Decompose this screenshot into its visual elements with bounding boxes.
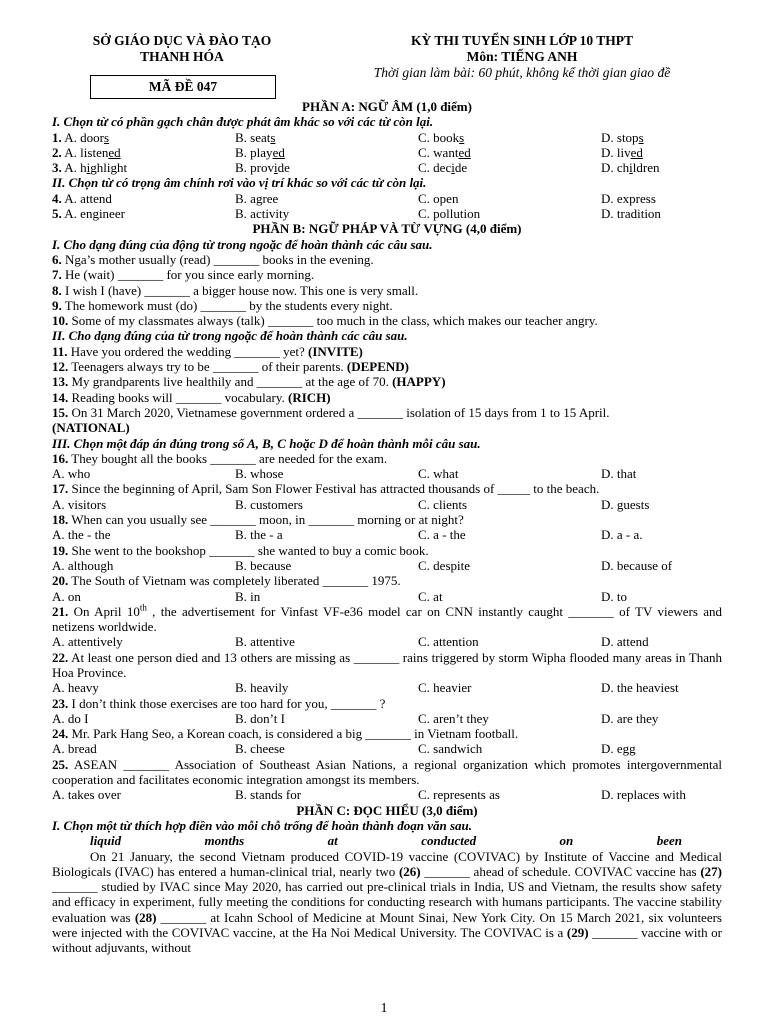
- page-number: 1: [380, 1001, 388, 1016]
- part-c-title: PHẦN C: ĐỌC HIỂU (3,0 điểm): [296, 802, 478, 818]
- question-7: 7. He (wait) _______ for you since early morning.: [52, 267, 315, 283]
- word-bank-item: months: [204, 833, 245, 849]
- question-20: 20. The South of Vietnam was completely liberated _______ 1975.: [52, 573, 401, 589]
- question-21: 21. On April 10th , the advertisement for Vinfast VF-e36 model car on CNN instantly caught _______ of TV viewers and netizens worldwide.: [52, 602, 722, 635]
- question-18: 18. When can you usually see _______ moon, in _______ morning or at night?: [52, 512, 464, 528]
- exam-time: Thời gian làm bài: 60 phút, không kể thời gian giao đề: [373, 65, 671, 80]
- question-4: 4. A. attend B. agree C. open D. express: [52, 190, 656, 206]
- question-19: 19. She went to the bookshop _______ she wanted to buy a comic book.: [52, 542, 429, 558]
- question-16-options: A. who B. whose C. what D. that: [52, 466, 637, 482]
- reading-passage: On 21 January, the second Vietnam produced COVID-19 vaccine (COVIVAC) by Institute of Vaccine and Medical Biologicals (IVAC) has entered a human-clinical trial, nearly two (26) _______ ahead of schedule. COVIVAC vaccine has (27) _______ studied by IVAC since May 2020, has carried out pre-clinical trials in India, US and Vietnam, the results show safety and efficacy in experiment, fully meeting the conditions for conducting research with humans participants. The vaccine stability evaluation was (28) _______ at Icahn School of Medicine at Mount Sinai, New York City. On 15 March 2021, six volunteers were injected with the COVIVAC vaccine, at the Ha Noi Medical University. The COVIVAC is a (29) _______ vaccine with or without adjuvants, without: [52, 848, 723, 956]
- question-20-options: A. on B. in C. at D. to: [52, 588, 627, 604]
- question-14: 14. Reading books will _______ vocabulary. (RICH): [52, 389, 331, 405]
- word-bank-item: at: [327, 833, 338, 849]
- exam-subject: Môn: TIẾNG ANH: [466, 49, 578, 64]
- part-a-instruction-2: II. Chọn từ có trọng âm chính rơi vào vị trí khác so với các từ còn lại.: [52, 175, 427, 191]
- word-bank-item: conducted: [421, 833, 477, 849]
- question-23: 23. I don’t think those exercises are too hard for you, _______ ?: [52, 695, 386, 711]
- part-c-instruction-1: I. Chọn một từ thích hợp điền vào mỗi chỗ trống để hoàn thành đoạn văn sau.: [52, 817, 473, 833]
- question-3: 3. A. highlight B. provide C. decide D. children: [52, 160, 660, 176]
- word-bank-item: been: [656, 833, 682, 849]
- question-13: 13. My grandparents live healthily and _______ at the age of 70. (HAPPY): [52, 374, 446, 390]
- question-23-options: A. do I B. don’t I C. aren’t they D. are they: [52, 710, 659, 726]
- exam-header: [52, 33, 722, 99]
- part-a-instruction-1: I. Chọn từ có phần gạch chân được phát âm khác so với các từ còn lại.: [52, 114, 434, 130]
- question-8: 8. I wish I (have) _______ a bigger house now. This one is very small.: [52, 282, 419, 298]
- question-12: 12. Teenagers always try to be _______ of their parents. (DEPEND): [52, 359, 409, 375]
- question-16: 16. They bought all the books _______ are needed for the exam.: [52, 450, 388, 466]
- part-b-instruction-1: I. Cho dạng đúng của động từ trong ngoặc để hoàn thành các câu sau.: [52, 236, 433, 252]
- exam-title: KỲ THI TUYỂN SINH LỚP 10 THPT: [410, 33, 634, 48]
- question-6: 6. Nga’s mother usually (read) _______ books in the evening.: [52, 251, 374, 267]
- part-a-title: PHẦN A: NGỮ ÂM (1,0 điểm): [302, 99, 472, 114]
- department-line-2: THANH HÓA: [140, 49, 224, 64]
- department-block: [52, 33, 312, 65]
- question-25: 25. ASEAN _______ Association of Southeast Asian Nations, a regional organization which promotes intergovernmental cooperation and facilitates economic integration amongst its members.: [52, 756, 722, 788]
- word-bank-item: liquid: [90, 833, 122, 849]
- part-b-instruction-2: II. Cho dạng đúng của từ trong ngoặc để hoàn thành các câu sau.: [52, 328, 408, 344]
- part-b-instruction-3: III. Chọn một đáp án đúng trong số A, B, C hoặc D để hoàn thành mỗi câu sau.: [52, 435, 481, 451]
- department-line-1: SỞ GIÁO DỤC VÀ ĐÀO TẠO: [92, 33, 272, 48]
- question-15: 15. On 31 March 2020, Vietnamese government ordered a _______ isolation of 15 days from 1 to 15 April. (NATIONAL): [52, 404, 610, 436]
- question-24-options: A. bread B. cheese C. sandwich D. egg: [52, 741, 636, 757]
- question-22-options: A. heavy B. heavily C. heavier D. the heaviest: [52, 680, 679, 696]
- exam-title-block: [322, 33, 722, 81]
- question-2: 2. A. listened B. played C. wanted D. lived: [52, 144, 643, 160]
- question-24: 24. Mr. Park Hang Seo, a Korean coach, is considered a big _______ in Vietnam football.: [52, 726, 519, 742]
- exam-page: [52, 33, 722, 956]
- question-17-options: A. visitors B. customers C. clients D. guests: [52, 496, 650, 512]
- word-bank: [52, 833, 722, 848]
- question-5: 5. A. engineer B. activity C. pollution D. tradition: [52, 206, 661, 222]
- question-19-options: A. although B. because C. despite D. because of: [52, 557, 673, 573]
- question-25-options: A. takes over B. stands for C. represents as D. replaces with: [52, 787, 686, 803]
- question-1: 1. A. doors B. seats C. books D. stops: [52, 129, 644, 145]
- word-bank-item: on: [559, 833, 574, 849]
- question-22: 22. At least one person died and 13 others are missing as _______ rains triggered by storm Wipha flooded many areas in Thanh Hoa Province.: [52, 649, 722, 680]
- question-9: 9. The homework must (do) _______ by the students every night.: [52, 297, 393, 313]
- part-b-title: PHẦN B: NGỮ PHÁP VÀ TỪ VỰNG (4,0 điểm): [252, 221, 522, 237]
- question-17: 17. Since the beginning of April, Sam Son Flower Festival has attracted thousands of _____ to the beach.: [52, 481, 600, 497]
- question-21-options: A. attentively B. attentive C. attention D. attend: [52, 634, 649, 650]
- exam-code-box: MÃ ĐỀ 047: [90, 75, 276, 99]
- question-10: 10. Some of my classmates always (talk) _______ too much in the class, which makes our teacher angry.: [52, 313, 598, 329]
- question-11: 11. Have you ordered the wedding _______ yet? (INVITE): [52, 343, 363, 359]
- question-18-options: A. the - the B. the - a C. a - the D. a - a.: [52, 527, 643, 543]
